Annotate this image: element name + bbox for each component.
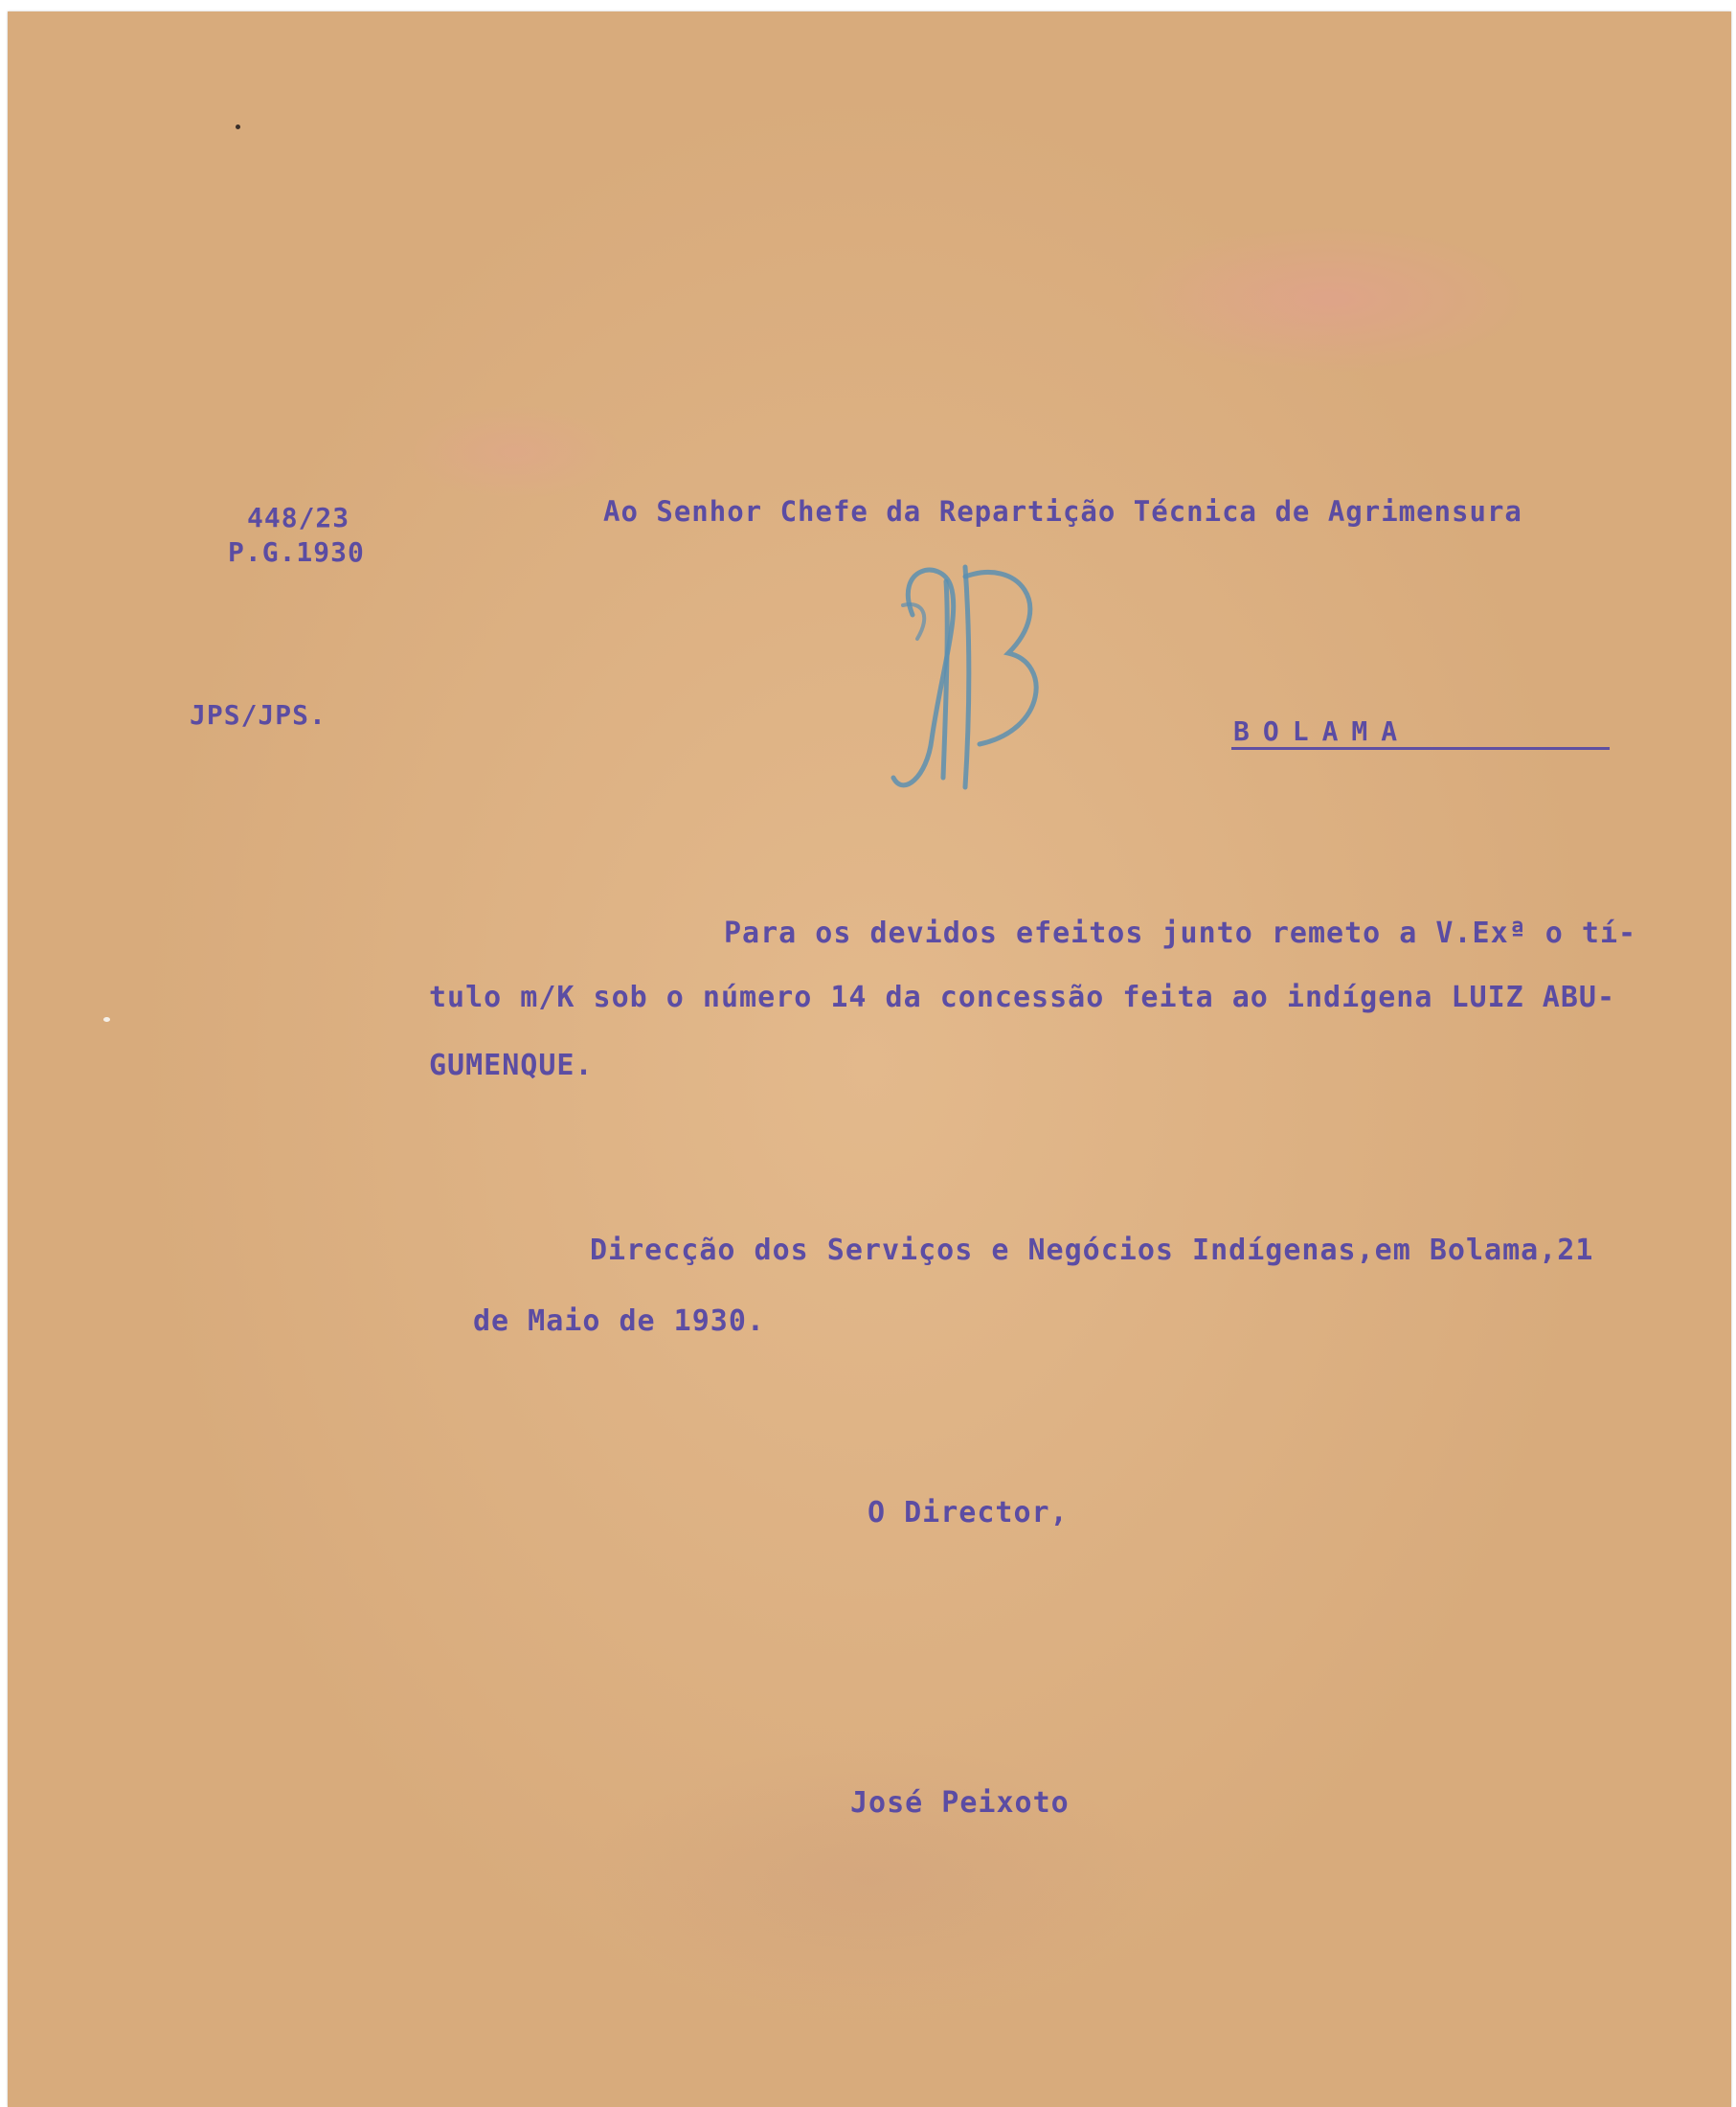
reference-number: 448/23 — [247, 502, 350, 533]
city-heading: BOLAMA — [1233, 715, 1411, 747]
signatory-name: José Peixoto — [850, 1786, 1070, 1820]
body-line-1: Para os devidos efeitos junto remeto a V.Exª o tí- — [724, 917, 1637, 950]
paper-speck — [236, 125, 240, 129]
signatory-title: O Director, — [868, 1496, 1069, 1529]
city-underline — [1231, 747, 1610, 750]
body-line-2: tulo m/K sob o número 14 da concessão feita ao indígena LUIZ ABU- — [429, 981, 1615, 1014]
addressee-line: Ao Senhor Chefe da Repartição Técnica de Agrimensura — [603, 495, 1522, 528]
closing-line-1: Direcção dos Serviços e Negócios Indígenas,em Bolama,21 — [590, 1234, 1594, 1267]
typist-initials: JPS/JPS. — [190, 699, 327, 731]
closing-line-2: de Maio de 1930. — [473, 1304, 765, 1338]
reference-date: P.G.1930 — [228, 536, 365, 568]
body-line-3: GUMENQUE. — [429, 1049, 594, 1082]
document-sheet — [8, 11, 1731, 2107]
paper-speck — [103, 1017, 110, 1022]
handwritten-initials-signature — [874, 548, 1056, 806]
